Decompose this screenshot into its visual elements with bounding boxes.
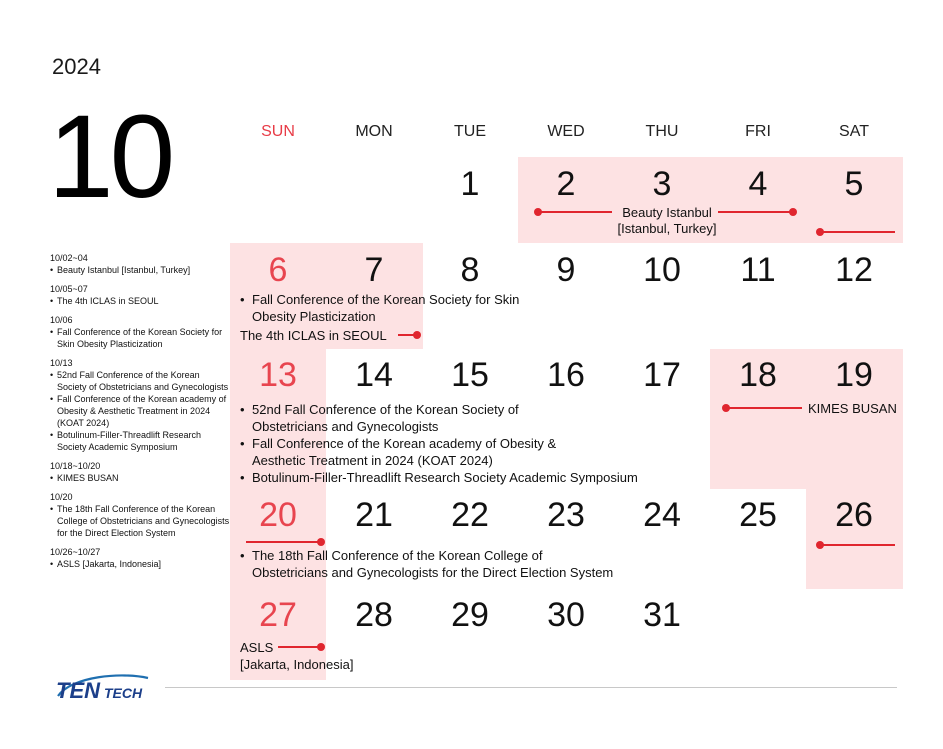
summary-group <box>50 314 230 350</box>
day-cell: 9 <box>556 251 576 289</box>
event-iclas: The 4th ICLAS in SEOUL <box>240 328 387 343</box>
event-beauty-istanbul: Beauty Istanbul [Istanbul, Turkey] <box>617 205 717 236</box>
summary-item: • Fall Conference of the Korean Society for Skin Obesity Plasticization <box>50 326 230 350</box>
event-end-dot <box>317 643 325 651</box>
event-span-line <box>820 231 895 233</box>
weekday-mon: MON <box>355 123 393 140</box>
event-list-oct-13: • 52nd Fall Conference of the Korean Society of Obstetricians and Gynecologists • Fall Conference of the Korean academy of Obesity & Aesthetic Treatment in 2024 (KOAT 2024) • Botulinum-Filler-Threadlift Research Society Academic Symposium <box>240 401 638 486</box>
summary-group <box>50 460 230 484</box>
day-cell: 30 <box>547 596 585 634</box>
summary-item: • The 4th ICLAS in SEOUL <box>50 295 230 307</box>
day-cell: 2 <box>556 165 576 203</box>
day-cell: 21 <box>355 496 393 534</box>
event-summary-list <box>50 252 230 577</box>
weekday-wed: WED <box>547 123 585 140</box>
summary-group <box>50 546 230 570</box>
logo-ten-text: TEN <box>56 678 100 703</box>
summary-item: • 52nd Fall Conference of the Korean Society of Obstetricians and Gynecologists <box>50 369 230 393</box>
day-cell: 26 <box>835 496 873 534</box>
summary-item: • Fall Conference of the Korean academy of Obesity & Aesthetic Treatment in 2024 (KOAT 2024) <box>50 393 230 429</box>
day-cell: 10 <box>643 251 681 289</box>
day-cell: 1 <box>460 165 480 203</box>
summary-date: 10/02~04 <box>50 253 88 263</box>
summary-group <box>50 491 230 539</box>
day-cell: 6 <box>268 251 288 289</box>
footer-divider <box>165 687 897 688</box>
summary-item: • ASLS [Jakarta, Indonesia] <box>50 558 230 570</box>
month-number: 10 <box>48 91 172 223</box>
event-end-dot <box>789 208 797 216</box>
day-cell: 13 <box>259 356 297 394</box>
day-cell: 14 <box>355 356 393 394</box>
day-cell: 12 <box>835 251 873 289</box>
event-kimes: KIMES BUSAN <box>808 401 897 416</box>
day-cell: 16 <box>547 356 585 394</box>
day-cell: 15 <box>451 356 489 394</box>
summary-date: 10/26~10/27 <box>50 547 101 557</box>
day-cell: 11 <box>740 251 776 289</box>
weekday-fri: FRI <box>745 123 771 140</box>
day-cell: 23 <box>547 496 585 534</box>
event-span-line <box>278 646 322 648</box>
day-cell: 31 <box>643 596 681 634</box>
logo-tech-text: TECH <box>104 685 143 701</box>
year-label: 2024 <box>52 54 101 79</box>
weekday-thu: THU <box>645 123 679 140</box>
day-cell: 18 <box>739 356 777 394</box>
summary-date: 10/05~07 <box>50 284 88 294</box>
day-cell: 19 <box>835 356 873 394</box>
summary-date: 10/20 <box>50 492 73 502</box>
tentech-logo <box>52 670 162 706</box>
event-span-line <box>246 541 322 543</box>
summary-item: • Beauty Istanbul [Istanbul, Turkey] <box>50 264 230 276</box>
summary-date: 10/13 <box>50 358 73 368</box>
day-cell: 20 <box>259 496 297 534</box>
summary-date: 10/06 <box>50 315 73 325</box>
event-college: • The 18th Fall Conference of the Korean College of Obstetricians and Gynecologists for the Direct Election System <box>240 547 613 581</box>
summary-group <box>50 252 230 276</box>
summary-date: 10/18~10/20 <box>50 461 101 471</box>
weekday-sun: SUN <box>261 123 295 140</box>
day-cell: 29 <box>451 596 489 634</box>
event-span-line <box>718 211 794 213</box>
day-cell: 8 <box>460 251 480 289</box>
weekday-sat: SAT <box>839 123 869 140</box>
logo-swoosh-icon <box>52 670 162 706</box>
day-cell: 4 <box>748 165 768 203</box>
summary-item: • Botulinum-Filler-Threadlift Research Society Academic Symposium <box>50 429 230 453</box>
event-end-dot <box>317 538 325 546</box>
day-cell: 27 <box>259 596 297 634</box>
event-span-line <box>538 211 612 213</box>
day-cell: 3 <box>652 165 672 203</box>
day-cell: 24 <box>643 496 681 534</box>
day-cell: 17 <box>643 356 681 394</box>
summary-item: • KIMES BUSAN <box>50 472 230 484</box>
summary-item: • The 18th Fall Conference of the Korean College of Obstetricians and Gynecologists for the Direct Election System <box>50 503 230 539</box>
event-end-dot <box>413 331 421 339</box>
day-cell: 22 <box>451 496 489 534</box>
summary-group <box>50 357 230 453</box>
event-span-line <box>820 544 895 546</box>
day-cell: 7 <box>364 251 384 289</box>
day-cell: 28 <box>355 596 393 634</box>
event-span-line <box>726 407 802 409</box>
day-cell: 25 <box>739 496 777 534</box>
event-fall-skin: • Fall Conference of the Korean Society for Skin Obesity Plasticization <box>240 291 519 325</box>
weekday-tue: TUE <box>454 123 486 140</box>
summary-group <box>50 283 230 307</box>
event-asls: ASLS [Jakarta, Indonesia] <box>240 640 354 672</box>
day-cell: 5 <box>844 165 864 203</box>
